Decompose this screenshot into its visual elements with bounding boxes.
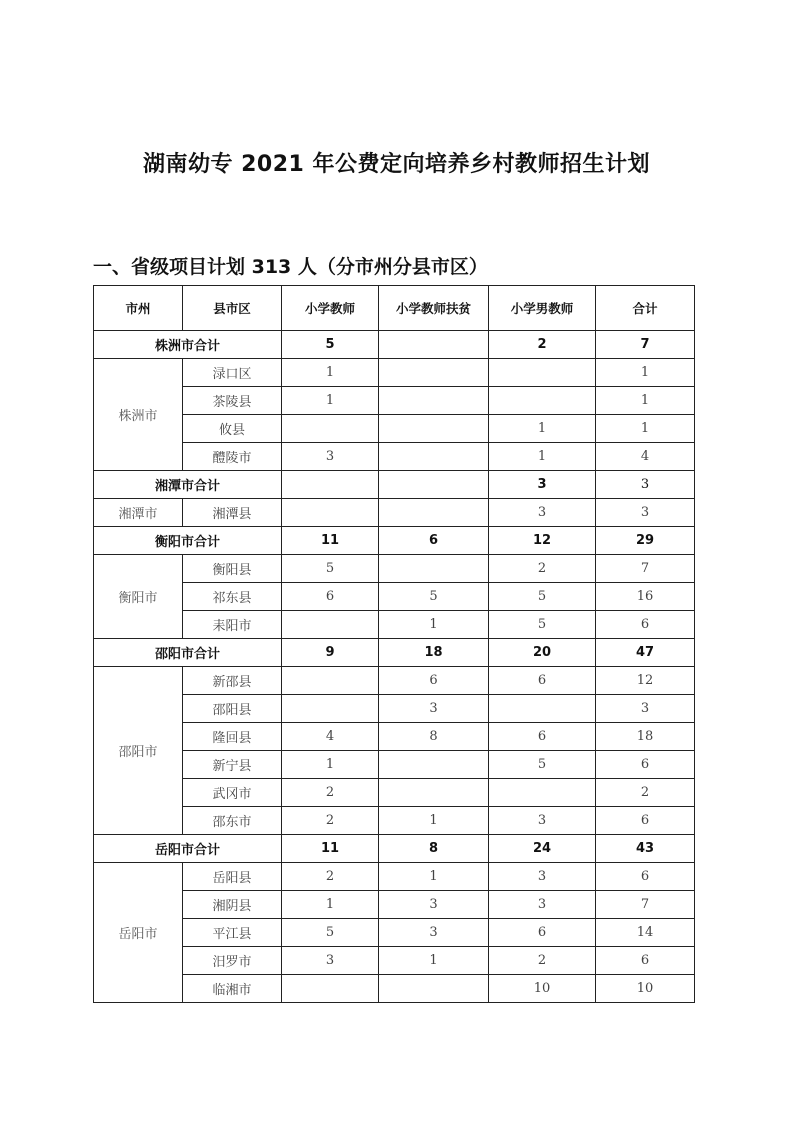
- poverty-teacher-count: 5: [379, 583, 489, 611]
- poverty-teacher-count: [379, 443, 489, 471]
- total-male: 24: [489, 835, 596, 863]
- male-teacher-count: [489, 695, 596, 723]
- total-male: 12: [489, 527, 596, 555]
- total-primary: 11: [282, 835, 379, 863]
- county-row: [94, 975, 695, 1003]
- total-sum: 3: [596, 471, 695, 499]
- total-primary: 5: [282, 331, 379, 359]
- county-name: 湘潭县: [183, 499, 282, 527]
- county-name: 醴陵市: [183, 443, 282, 471]
- county-row: [94, 863, 695, 891]
- county-row: [94, 667, 695, 695]
- male-teacher-count: 6: [489, 919, 596, 947]
- male-teacher-count: 2: [489, 947, 596, 975]
- county-name: 攸县: [183, 415, 282, 443]
- row-sum: 7: [596, 891, 695, 919]
- row-sum: 1: [596, 415, 695, 443]
- header-county: 县市区: [183, 286, 282, 331]
- county-row: [94, 807, 695, 835]
- county-row: [94, 919, 695, 947]
- male-teacher-count: [489, 387, 596, 415]
- poverty-teacher-count: [379, 751, 489, 779]
- county-row: [94, 387, 695, 415]
- male-teacher-count: 1: [489, 415, 596, 443]
- header-primary-male-teacher: 小学男教师: [489, 286, 596, 331]
- county-row: [94, 583, 695, 611]
- city-name: 湘潭市: [94, 499, 183, 527]
- row-sum: 16: [596, 583, 695, 611]
- county-row: [94, 443, 695, 471]
- header-city: 市州: [94, 286, 183, 331]
- county-name: 平江县: [183, 919, 282, 947]
- header-primary-teacher-poverty: 小学教师扶贫: [379, 286, 489, 331]
- male-teacher-count: 1: [489, 443, 596, 471]
- primary-teacher-count: [282, 415, 379, 443]
- county-row: [94, 359, 695, 387]
- primary-teacher-count: 2: [282, 863, 379, 891]
- county-name: 湘阴县: [183, 891, 282, 919]
- male-teacher-count: [489, 359, 596, 387]
- poverty-teacher-count: 6: [379, 667, 489, 695]
- poverty-teacher-count: [379, 779, 489, 807]
- row-sum: 14: [596, 919, 695, 947]
- total-poverty: [379, 331, 489, 359]
- male-teacher-count: 3: [489, 891, 596, 919]
- county-name: 祁东县: [183, 583, 282, 611]
- document-title: 湖南幼专 2021 年公费定向培养乡村教师招生计划: [142, 152, 651, 177]
- male-teacher-count: 5: [489, 611, 596, 639]
- primary-teacher-count: 5: [282, 555, 379, 583]
- poverty-teacher-count: [379, 555, 489, 583]
- row-sum: 1: [596, 359, 695, 387]
- total-primary: 9: [282, 639, 379, 667]
- poverty-teacher-count: 3: [379, 891, 489, 919]
- county-name: 衡阳县: [183, 555, 282, 583]
- section-heading: 一、省级项目计划 313 人（分市州分县市区）: [93, 256, 488, 278]
- primary-teacher-count: 2: [282, 779, 379, 807]
- county-row: [94, 891, 695, 919]
- male-teacher-count: 3: [489, 499, 596, 527]
- primary-teacher-count: 2: [282, 807, 379, 835]
- city-total-label: 岳阳市合计: [94, 835, 282, 863]
- poverty-teacher-count: 1: [379, 863, 489, 891]
- row-sum: 1: [596, 387, 695, 415]
- county-name: 临湘市: [183, 975, 282, 1003]
- county-name: 岳阳县: [183, 863, 282, 891]
- primary-teacher-count: 1: [282, 387, 379, 415]
- poverty-teacher-count: [379, 387, 489, 415]
- city-total-label: 湘潭市合计: [94, 471, 282, 499]
- male-teacher-count: 2: [489, 555, 596, 583]
- poverty-teacher-count: 8: [379, 723, 489, 751]
- county-row: [94, 947, 695, 975]
- county-row: [94, 695, 695, 723]
- primary-teacher-count: 1: [282, 751, 379, 779]
- row-sum: 6: [596, 947, 695, 975]
- city-total-label: 株洲市合计: [94, 331, 282, 359]
- primary-teacher-count: 6: [282, 583, 379, 611]
- primary-teacher-count: 3: [282, 443, 379, 471]
- total-sum: 7: [596, 331, 695, 359]
- county-name: 邵东市: [183, 807, 282, 835]
- primary-teacher-count: 5: [282, 919, 379, 947]
- county-row: [94, 555, 695, 583]
- county-name: 耒阳市: [183, 611, 282, 639]
- city-total-row: [94, 835, 695, 863]
- table-header-row: [94, 286, 695, 331]
- poverty-teacher-count: 1: [379, 807, 489, 835]
- county-row: [94, 415, 695, 443]
- male-teacher-count: 6: [489, 667, 596, 695]
- county-name: 茶陵县: [183, 387, 282, 415]
- row-sum: 6: [596, 611, 695, 639]
- total-primary: [282, 471, 379, 499]
- row-sum: 6: [596, 807, 695, 835]
- row-sum: 18: [596, 723, 695, 751]
- poverty-teacher-count: [379, 415, 489, 443]
- male-teacher-count: 3: [489, 863, 596, 891]
- male-teacher-count: 6: [489, 723, 596, 751]
- city-total-row: [94, 331, 695, 359]
- total-sum: 47: [596, 639, 695, 667]
- total-poverty: 8: [379, 835, 489, 863]
- primary-teacher-count: [282, 695, 379, 723]
- city-total-row: [94, 639, 695, 667]
- header-primary-teacher: 小学教师: [282, 286, 379, 331]
- county-name: 隆回县: [183, 723, 282, 751]
- poverty-teacher-count: [379, 975, 489, 1003]
- primary-teacher-count: [282, 499, 379, 527]
- county-name: 渌口区: [183, 359, 282, 387]
- row-sum: 3: [596, 695, 695, 723]
- row-sum: 2: [596, 779, 695, 807]
- total-poverty: 6: [379, 527, 489, 555]
- primary-teacher-count: [282, 611, 379, 639]
- total-primary: 11: [282, 527, 379, 555]
- total-sum: 43: [596, 835, 695, 863]
- male-teacher-count: 3: [489, 807, 596, 835]
- row-sum: 6: [596, 863, 695, 891]
- primary-teacher-count: [282, 667, 379, 695]
- poverty-teacher-count: 1: [379, 611, 489, 639]
- total-male: 20: [489, 639, 596, 667]
- primary-teacher-count: 1: [282, 359, 379, 387]
- poverty-teacher-count: [379, 499, 489, 527]
- poverty-teacher-count: 3: [379, 695, 489, 723]
- primary-teacher-count: 4: [282, 723, 379, 751]
- county-name: 新邵县: [183, 667, 282, 695]
- total-poverty: [379, 471, 489, 499]
- city-name: 邵阳市: [94, 667, 183, 835]
- primary-teacher-count: 1: [282, 891, 379, 919]
- county-row: [94, 751, 695, 779]
- male-teacher-count: [489, 779, 596, 807]
- male-teacher-count: 5: [489, 751, 596, 779]
- county-row: [94, 723, 695, 751]
- county-name: 武冈市: [183, 779, 282, 807]
- county-row: [94, 611, 695, 639]
- total-male: 2: [489, 331, 596, 359]
- county-name: 汨罗市: [183, 947, 282, 975]
- enrollment-plan-table: [93, 285, 695, 1003]
- row-sum: 10: [596, 975, 695, 1003]
- male-teacher-count: 10: [489, 975, 596, 1003]
- row-sum: 4: [596, 443, 695, 471]
- county-name: 新宁县: [183, 751, 282, 779]
- city-total-label: 邵阳市合计: [94, 639, 282, 667]
- poverty-teacher-count: 1: [379, 947, 489, 975]
- city-name: 衡阳市: [94, 555, 183, 639]
- primary-teacher-count: [282, 975, 379, 1003]
- city-name: 株洲市: [94, 359, 183, 471]
- city-total-row: [94, 527, 695, 555]
- city-total-label: 衡阳市合计: [94, 527, 282, 555]
- total-male: 3: [489, 471, 596, 499]
- county-name: 邵阳县: [183, 695, 282, 723]
- row-sum: 12: [596, 667, 695, 695]
- male-teacher-count: 5: [489, 583, 596, 611]
- row-sum: 7: [596, 555, 695, 583]
- row-sum: 3: [596, 499, 695, 527]
- header-sum: 合计: [596, 286, 695, 331]
- city-total-row: [94, 471, 695, 499]
- poverty-teacher-count: 3: [379, 919, 489, 947]
- total-sum: 29: [596, 527, 695, 555]
- total-poverty: 18: [379, 639, 489, 667]
- county-row: [94, 779, 695, 807]
- county-row: [94, 499, 695, 527]
- poverty-teacher-count: [379, 359, 489, 387]
- row-sum: 6: [596, 751, 695, 779]
- city-name: 岳阳市: [94, 863, 183, 1003]
- primary-teacher-count: 3: [282, 947, 379, 975]
